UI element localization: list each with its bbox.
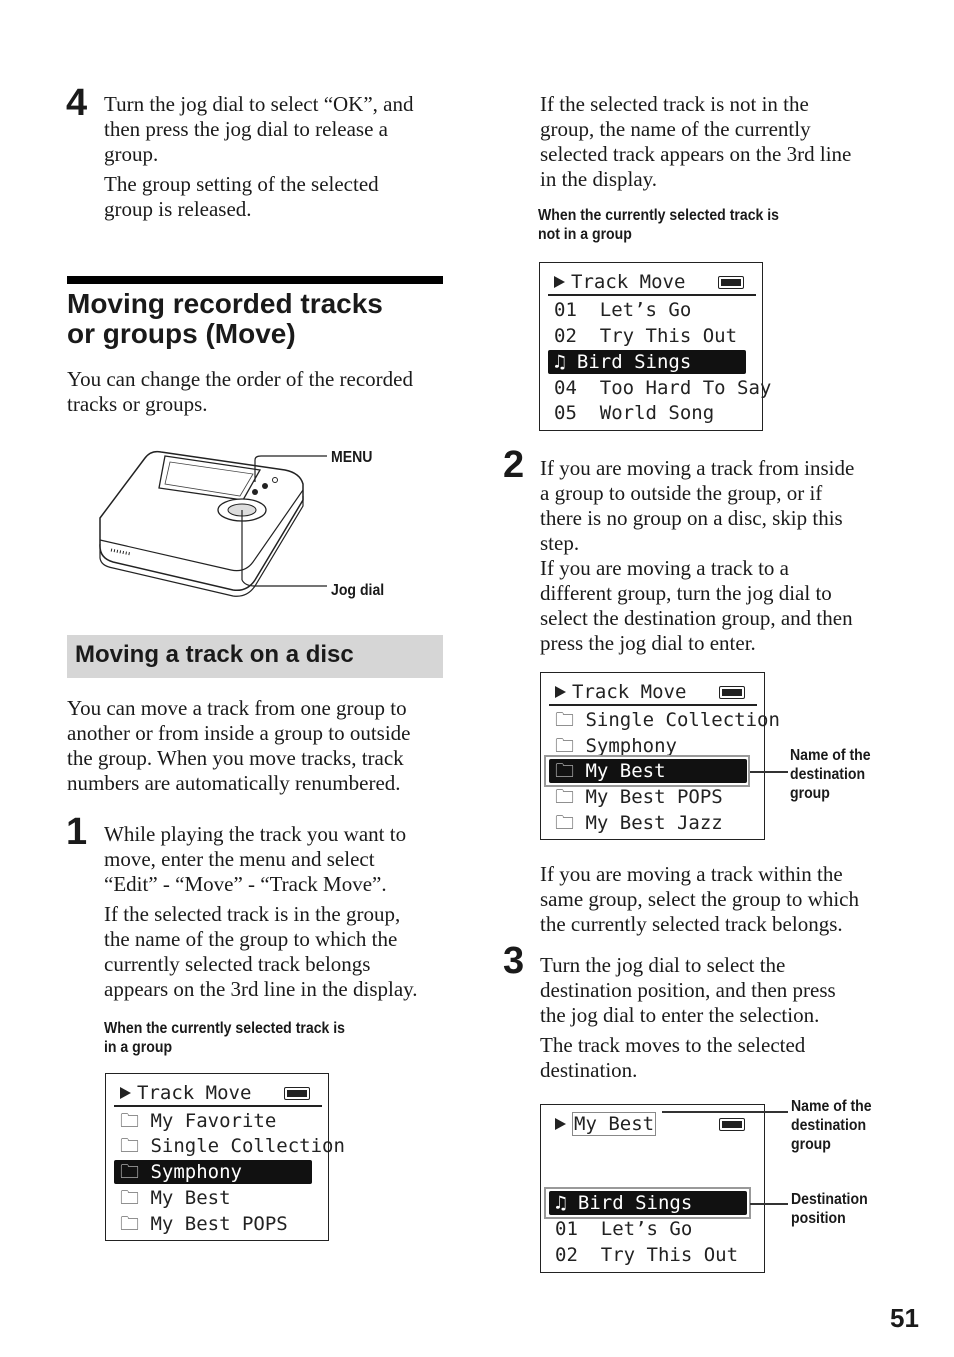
callout-line: group bbox=[791, 1136, 831, 1153]
caption-line: not in a group bbox=[538, 226, 632, 243]
subsection-title: Moving a track on a disc bbox=[67, 635, 443, 678]
page-number: 51 bbox=[890, 1303, 919, 1333]
text-line: the group. When you move tracks, track bbox=[67, 746, 404, 770]
lcd-divider bbox=[549, 704, 757, 706]
folder-icon: 🗀 bbox=[555, 760, 586, 782]
callout-leader bbox=[750, 1203, 788, 1205]
step-3-number: 3 bbox=[503, 940, 525, 982]
text-line: select the destination group, and then bbox=[540, 606, 853, 630]
text-line: Turn the jog dial to select “OK”, and bbox=[104, 92, 414, 116]
lcd-row: 01 Let’s Go bbox=[555, 1218, 693, 1240]
callout-leader bbox=[662, 1111, 788, 1113]
section-rule bbox=[67, 276, 443, 284]
caption-in-group bbox=[104, 1019, 345, 1057]
md-player-illustration bbox=[95, 440, 445, 610]
text-line: move, enter the menu and select bbox=[104, 847, 375, 871]
callout-leader bbox=[750, 771, 788, 773]
lcd-row-highlight bbox=[554, 349, 691, 375]
lcd-row-label: My Best bbox=[150, 1187, 231, 1209]
text-line: the name of the group to which the bbox=[104, 927, 398, 951]
text-line: appears on the 3rd line in the display. bbox=[104, 977, 418, 1001]
callout-line: position bbox=[791, 1210, 846, 1227]
callout-destination-position bbox=[791, 1190, 868, 1228]
callout-line: group bbox=[790, 785, 830, 802]
caption-not-in-group bbox=[538, 206, 779, 244]
text-line: another or from inside a group to outside bbox=[67, 721, 411, 745]
right-intro-para bbox=[540, 92, 900, 192]
callout-line: Name of the bbox=[791, 1098, 872, 1115]
lcd-title-row bbox=[555, 1111, 656, 1137]
step-1-number: 1 bbox=[66, 811, 88, 853]
lcd-title-row bbox=[120, 1080, 251, 1106]
right-para-2 bbox=[540, 862, 900, 937]
lcd-row: 02 Try This Out bbox=[554, 325, 738, 347]
folder-icon: 🗀 bbox=[120, 1110, 151, 1132]
lcd-row: 04 Too Hard To Say bbox=[554, 377, 772, 399]
text-line: press the jog dial to enter. bbox=[540, 631, 756, 655]
text-line: the currently selected track belongs. bbox=[540, 912, 843, 936]
callout-line: Name of the bbox=[790, 747, 871, 764]
section-title-line: Moving recorded tracks bbox=[67, 288, 383, 319]
text-line: If the selected track is not in the bbox=[540, 92, 809, 116]
text-line: currently selected track belongs bbox=[104, 952, 371, 976]
lcd-row-label: Bird Sings bbox=[577, 1192, 693, 1214]
text-line: Turn the jog dial to select the bbox=[540, 953, 786, 977]
lcd-row: 01 Let’s Go bbox=[554, 299, 692, 321]
step-2-number: 2 bbox=[503, 444, 525, 486]
text-line: group, the name of the currently bbox=[540, 117, 811, 141]
jog-dial-label: Jog dial bbox=[331, 582, 385, 599]
text-line: If you are moving a track from inside bbox=[540, 456, 855, 480]
callout-line: destination bbox=[791, 1117, 867, 1134]
lcd-row-highlight bbox=[555, 758, 666, 784]
lcd-row bbox=[555, 784, 723, 810]
music-note-icon: ♫ bbox=[555, 1192, 578, 1214]
text-line: If the selected track is in the group, bbox=[104, 902, 401, 926]
section-title-line: or groups (Move) bbox=[67, 318, 296, 349]
text-line: You can move a track from one group to bbox=[67, 696, 407, 720]
folder-icon: 🗀 bbox=[120, 1135, 151, 1157]
lcd-display-destination-position bbox=[540, 1104, 765, 1273]
text-line: then press the jog dial to release a bbox=[104, 117, 388, 141]
lcd-row-label: Single Collection bbox=[585, 709, 780, 731]
lcd-row-label: My Best bbox=[585, 760, 666, 782]
text-line: The group setting of the selected bbox=[104, 172, 379, 196]
lcd-row-label: Bird Sings bbox=[576, 351, 692, 373]
lcd-row bbox=[555, 810, 723, 836]
music-note-icon: ♫ bbox=[554, 351, 577, 373]
lcd-row-label: Single Collection bbox=[150, 1135, 345, 1157]
step-2-text bbox=[540, 456, 900, 656]
folder-icon: 🗀 bbox=[555, 812, 586, 834]
folder-icon: 🗀 bbox=[555, 786, 586, 808]
text-line: a group to outside the group, or if bbox=[540, 481, 823, 505]
lcd-row bbox=[120, 1185, 231, 1211]
lcd-display-not-in-group bbox=[539, 262, 772, 431]
lcd-row bbox=[555, 707, 780, 733]
folder-icon: 🗀 bbox=[555, 735, 586, 757]
section-intro bbox=[67, 367, 447, 417]
caption-line: in a group bbox=[104, 1039, 173, 1056]
text-line: destination position, and then press bbox=[540, 978, 836, 1002]
battery-icon bbox=[719, 686, 745, 699]
text-line: different group, turn the jog dial to bbox=[540, 581, 832, 605]
lcd-title-row bbox=[554, 269, 685, 295]
lcd-title: Track Move bbox=[571, 271, 686, 293]
step-4-text bbox=[104, 92, 449, 222]
lcd-title-row bbox=[555, 679, 686, 705]
play-icon bbox=[555, 686, 566, 698]
lcd-row-label: Symphony bbox=[585, 735, 677, 757]
lcd-row bbox=[120, 1211, 288, 1237]
lcd-row: 05 World Song bbox=[554, 402, 715, 424]
play-icon bbox=[554, 276, 565, 288]
menu-label: MENU bbox=[331, 449, 373, 466]
caption-line: When the currently selected track is bbox=[104, 1020, 346, 1037]
folder-icon: 🗀 bbox=[120, 1213, 151, 1235]
text-line: If you are moving a track to a bbox=[540, 556, 789, 580]
lcd-row-label: My Best Jazz bbox=[585, 812, 723, 834]
lcd-row-highlight bbox=[555, 1190, 692, 1216]
text-line: group. bbox=[104, 142, 159, 166]
lcd-row bbox=[120, 1108, 276, 1134]
text-line: step. bbox=[540, 531, 580, 555]
lcd-row: 02 Try This Out bbox=[555, 1244, 739, 1266]
play-icon bbox=[120, 1087, 131, 1099]
text-line: If you are moving a track within the bbox=[540, 862, 843, 886]
play-icon bbox=[555, 1118, 566, 1130]
callout-line: Destination bbox=[791, 1191, 868, 1208]
lcd-display-in-group bbox=[105, 1073, 345, 1241]
callout-destination-group bbox=[790, 746, 871, 803]
lcd-title: Track Move bbox=[572, 681, 687, 703]
text-line: there is no group on a disc, skip this bbox=[540, 506, 843, 530]
subsection-body bbox=[67, 696, 452, 796]
battery-icon bbox=[718, 276, 744, 289]
lcd-row-highlight bbox=[120, 1159, 242, 1185]
text-line: You can change the order of the recorded bbox=[67, 367, 413, 391]
lcd-row-label: My Best POPS bbox=[150, 1213, 288, 1235]
battery-icon bbox=[284, 1087, 310, 1100]
lcd-display-destination-group bbox=[540, 672, 780, 840]
step-3-text bbox=[540, 953, 900, 1083]
folder-icon: 🗀 bbox=[555, 709, 586, 731]
text-line: destination. bbox=[540, 1058, 638, 1082]
lcd-divider bbox=[114, 1105, 322, 1107]
text-line: “Edit” - “Move” - “Track Move”. bbox=[104, 872, 387, 896]
step-1-text bbox=[104, 822, 449, 1002]
lcd-divider bbox=[548, 294, 756, 296]
lcd-row-label: Symphony bbox=[150, 1161, 242, 1183]
step-4-number: 4 bbox=[66, 82, 88, 124]
section-title bbox=[67, 289, 447, 349]
text-line: tracks or groups. bbox=[67, 392, 208, 416]
text-line: the jog dial to enter the selection. bbox=[540, 1003, 820, 1027]
folder-icon: 🗀 bbox=[120, 1187, 151, 1209]
folder-icon: 🗀 bbox=[120, 1161, 151, 1183]
lcd-row-label: My Favorite bbox=[150, 1110, 277, 1132]
text-line: group is released. bbox=[104, 197, 252, 221]
lcd-title: My Best bbox=[574, 1113, 655, 1135]
text-line: The track moves to the selected bbox=[540, 1033, 806, 1057]
text-line: numbers are automatically renumbered. bbox=[67, 771, 401, 795]
lcd-row-label: My Best POPS bbox=[585, 786, 723, 808]
callout-destination-group-2 bbox=[791, 1097, 872, 1154]
lcd-title: Track Move bbox=[137, 1082, 252, 1104]
text-line: in the display. bbox=[540, 167, 658, 191]
battery-icon bbox=[719, 1118, 745, 1131]
caption-line: When the currently selected track is bbox=[538, 207, 780, 224]
lcd-row bbox=[120, 1133, 345, 1159]
text-line: same group, select the group to which bbox=[540, 887, 859, 911]
text-line: While playing the track you want to bbox=[104, 822, 407, 846]
callout-line: destination bbox=[790, 766, 866, 783]
text-line: selected track appears on the 3rd line bbox=[540, 142, 852, 166]
